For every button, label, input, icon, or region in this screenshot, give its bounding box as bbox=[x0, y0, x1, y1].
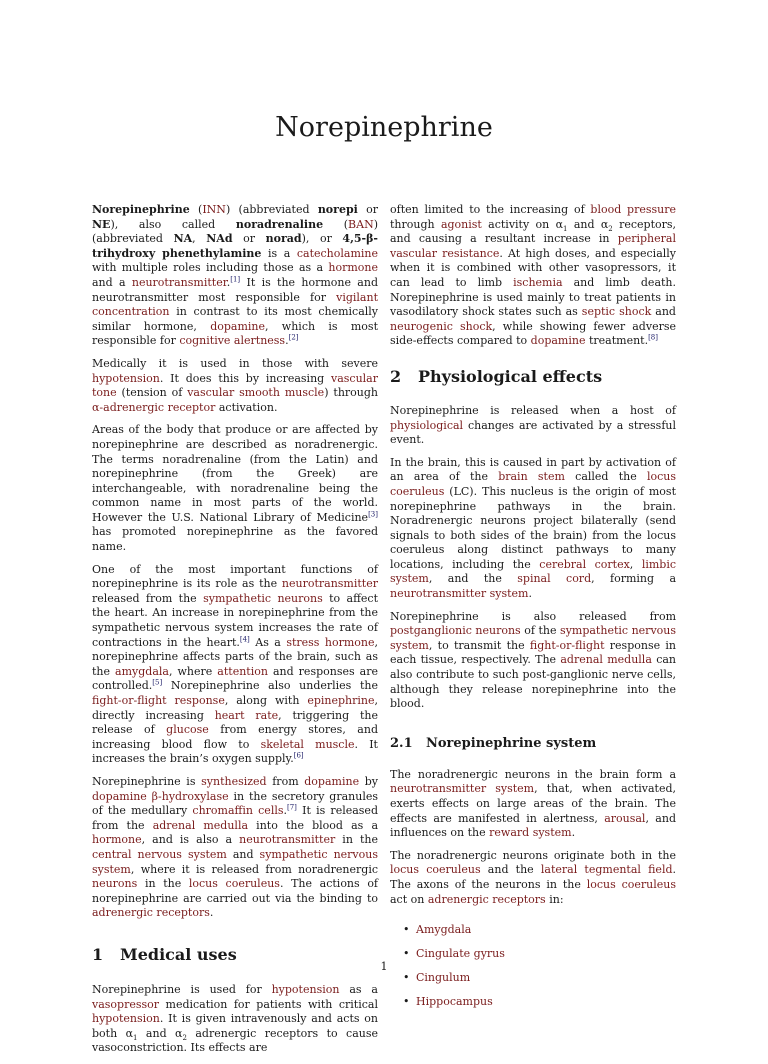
left-column bbox=[92, 203, 378, 1064]
link-neurons[interactable]: neurons bbox=[92, 877, 138, 891]
link-cingulum[interactable]: Cingulum bbox=[416, 971, 471, 985]
physiological-paragraph-2: In the brain, this is caused in part by activation of an area of the brain stem called the locus coeruleus (LC). This nucleus is the origin of most norepinephrine pathways in the brain. Noradrenergic neurons project bilaterally (send signals to both sides of the brain) from the locus coeruleus along distinct pathways to many locations, including the cerebral cortex, limbic system, and the spinal cord, forming a neurotransmitter system. bbox=[390, 455, 677, 601]
link-heart-rate[interactable]: heart rate bbox=[214, 708, 279, 722]
citation-3[interactable]: [3] bbox=[368, 510, 378, 519]
link-lateral-tegmental-field[interactable]: lateral tegmental field bbox=[540, 863, 673, 877]
link-adrenal-medulla-2[interactable]: adrenal medulla bbox=[560, 653, 652, 667]
link-ban[interactable]: BAN bbox=[348, 217, 374, 231]
synthesis-paragraph: Norepinephrine is synthesized from dopamine by dopamine β-hydroxylase in the secretory granules of the medullary chromaffin cells.[7] It is released from the adrenal medulla into the blood as a hormone, and is also a neurotransmitter in the central nervous system and sympathetic nervous system, where it is released from noradrenergic neurons in the locus coeruleus. The actions of norepinephrine are carried out via the binding to adrenergic receptors. bbox=[92, 774, 379, 920]
link-fight-or-flight[interactable]: fight-or-flight response bbox=[92, 694, 225, 707]
link-amygdala[interactable]: amygdala bbox=[115, 664, 169, 678]
link-dopamine-beta-hydroxylase[interactable]: dopamine β-hydroxylase bbox=[92, 789, 229, 803]
link-central-nervous-system[interactable]: central nervous system bbox=[92, 847, 227, 861]
link-dopamine[interactable]: dopamine bbox=[210, 319, 265, 333]
function-paragraph: One of the most important functions of norepinephrine is its role as the neurotransmitter released from the sympathetic neurons to affect the heart. An increase in norepinephrine from the sympathetic nervous system increases the rate of contractions in the heart.[4] As a stress hormone, norepinephrine affects parts of the brain, such as the amygdala, where attention and responses are controlled.[5] Norepinephrine also underlies the fight-or-flight response, along with epinephrine, directly increasing heart rate, triggering the release of glucose from energy stores, and increasing blood flow to skeletal muscle. It increases the brain’s oxygen supply.[6] bbox=[92, 562, 379, 766]
link-neurotransmitter-system[interactable]: neurotransmitter system bbox=[390, 587, 529, 601]
system-paragraph-2: The noradrenergic neurons originate both in the locus coeruleus and the lateral tegmental field. The axons of the neurons in the locus coeruleus act on adrenergic receptors in: bbox=[390, 848, 677, 906]
link-adrenergic-receptors-2[interactable]: adrenergic receptors bbox=[427, 892, 546, 906]
link-vasopressor[interactable]: vasopressor bbox=[92, 997, 160, 1011]
link-cognitive-alertness[interactable]: cognitive alertness bbox=[179, 334, 286, 348]
link-adrenal-medulla[interactable]: adrenal medulla bbox=[152, 818, 249, 832]
citation-6[interactable]: [6] bbox=[293, 751, 304, 760]
link-reward-system[interactable]: reward system bbox=[489, 826, 572, 840]
link-brain-stem[interactable]: brain stem bbox=[498, 470, 565, 484]
section-heading-physiological-effects: 2 Physiological effects bbox=[390, 366, 603, 386]
link-septic-shock[interactable]: septic shock bbox=[581, 305, 652, 319]
link-fight-or-flight-2[interactable]: fight-or-flight bbox=[529, 638, 605, 652]
link-agonist[interactable]: agonist bbox=[440, 217, 482, 231]
medical-paragraph: Medically it is used in those with severe hypotension. It does this by increasing vascular tone (tension of vascular smooth muscle) through α-adrenergic receptor activation. bbox=[92, 356, 378, 414]
physiological-paragraph-3: Norepinephrine is also released from postganglionic neurons of the sympathetic nervous system, to transmit the fight-or-flight response in each tissue, respectively. The adrenal medulla can also contribute to such post-ganglionic nerve cells, although they release norepinephrine into the blood. bbox=[390, 609, 677, 711]
link-postganglionic-neurons[interactable]: postganglionic neurons bbox=[390, 624, 521, 638]
page-title: Norepinephrine bbox=[275, 112, 493, 143]
link-dopamine-2[interactable]: dopamine bbox=[304, 774, 360, 788]
link-locus-coeruleus[interactable]: locus coeruleus bbox=[188, 877, 280, 891]
link-vigilant-concentration[interactable]: vigilant concentration bbox=[92, 290, 378, 319]
link-physiological[interactable]: physiological bbox=[390, 418, 464, 432]
link-inn[interactable]: INN bbox=[202, 203, 226, 216]
link-chromaffin-cells[interactable]: chromaffin cells bbox=[192, 804, 284, 818]
link-stress-hormone[interactable]: stress hormone bbox=[286, 635, 375, 649]
link-adrenergic-receptors[interactable]: adrenergic receptors bbox=[92, 906, 210, 920]
right-column bbox=[390, 203, 676, 1020]
link-sympathetic-nervous-system-2[interactable]: sympathetic nervous system bbox=[390, 624, 677, 652]
citation-4[interactable]: [4] bbox=[239, 634, 250, 643]
link-attention[interactable]: attention bbox=[217, 664, 268, 678]
link-hypotension[interactable]: hypotension bbox=[92, 371, 160, 385]
link-locus-coeruleus-3[interactable]: locus coeruleus bbox=[390, 863, 481, 877]
link-amygdala-item[interactable]: Amygdala bbox=[416, 923, 472, 937]
citation-8[interactable]: [8] bbox=[648, 333, 658, 342]
link-arousal[interactable]: arousal bbox=[604, 811, 646, 825]
link-dopamine-3[interactable]: dopamine bbox=[530, 334, 586, 348]
link-ischemia[interactable]: ischemia bbox=[513, 275, 563, 289]
link-spinal-cord[interactable]: spinal cord bbox=[517, 572, 592, 586]
link-cingulate-gyrus[interactable]: Cingulate gyrus bbox=[416, 947, 505, 961]
link-skeletal-muscle[interactable]: skeletal muscle bbox=[260, 737, 355, 751]
link-limbic-system[interactable]: limbic system bbox=[390, 557, 676, 586]
link-hypotension-3[interactable]: hypotension bbox=[92, 1012, 160, 1026]
medical-uses-continued: often limited to the increasing of blood pressure through agonist activity on $\alpha_1$ and $\alpha_2$ receptors, and causing a resultant increase in peripheral vascular resistance. At high doses, and especially when it is combined with other vasopressors, it can lead to limb ischemia and limb death. Norepinephrine is used mainly to treat patients in vasodilatory shock states such as septic shock and neurogenic shock, while showing fewer adverse side-effects compared to dopamine treatment.[8] bbox=[390, 203, 677, 348]
link-locus-coeruleus-2[interactable]: locus coeruleus bbox=[390, 470, 676, 498]
link-hormone[interactable]: hormone bbox=[328, 261, 378, 275]
library-name: U.S. National Library of Medicine bbox=[171, 510, 369, 524]
list-item bbox=[403, 995, 676, 1010]
link-cerebral-cortex[interactable]: cerebral cortex bbox=[539, 557, 630, 571]
link-neurotransmitter-2[interactable]: neurotransmitter bbox=[281, 577, 378, 591]
link-hormone-2[interactable]: hormone bbox=[92, 833, 142, 847]
section-heading-medical-uses: 1 Medical uses bbox=[92, 944, 237, 964]
medical-uses-paragraph: Norepinephrine is used for hypotension as a vasopressor medication for patients with critical hypotension. It is given intravenously and acts on both $\alpha_1$ and $\alpha_2$ adrenergic receptors to cause vasoconstriction. Its effects are bbox=[92, 982, 379, 1055]
link-synthesized[interactable]: synthesized bbox=[201, 774, 267, 788]
link-neurotransmitter-3[interactable]: neurotransmitter bbox=[239, 833, 336, 847]
link-vascular-smooth-muscle[interactable]: vascular smooth muscle bbox=[187, 386, 325, 400]
link-alpha-adrenergic-receptor[interactable]: α-adrenergic receptor bbox=[92, 400, 216, 414]
subsection-heading-norepinephrine-system: 2.1 Norepinephrine system bbox=[390, 735, 597, 751]
link-vascular-tone[interactable]: vascular tone bbox=[92, 371, 378, 400]
citation-5[interactable]: [5] bbox=[152, 678, 163, 687]
terminology-paragraph: Areas of the body that produce or are affected by norepinephrine are described as noradrenergic. The terms noradrenaline (from the Latin) and norepinephrine (from the Greek) are interchangeable, with noradrenaline being the common name in most parts of the world. However the U.S. National Library of Medicine[3] has promoted norepinephrine as the favored name. bbox=[92, 423, 378, 554]
page-number: 1 bbox=[380, 960, 388, 973]
link-locus-coeruleus-4[interactable]: locus coeruleus bbox=[586, 877, 677, 891]
link-blood-pressure[interactable]: blood pressure bbox=[590, 203, 676, 216]
link-hippocampus[interactable]: Hippocampus bbox=[416, 995, 493, 1009]
citation-1[interactable]: [1] bbox=[230, 275, 241, 284]
link-neurotransmitter-system-2[interactable]: neurotransmitter system bbox=[390, 782, 535, 796]
link-hypotension-2[interactable]: hypotension bbox=[271, 982, 340, 996]
citation-2[interactable]: [2] bbox=[288, 333, 299, 342]
link-catecholamine[interactable]: catecholamine bbox=[296, 246, 378, 260]
list-item bbox=[403, 923, 676, 938]
link-epinephrine[interactable]: epinephrine bbox=[307, 694, 375, 707]
physiological-paragraph-1: Norepinephrine is released when a host of physiological changes are activated by a stressful event. bbox=[390, 403, 676, 447]
intro-paragraph: Norepinephrine (INN) (abbreviated norepi or NE), also called noradrenaline (BAN) (abbreviated NA, NAd or norad), or 4,5-β-trihydroxy phenethylamine is a catecholamine with multiple roles including those as a hormone and a neurotransmitter.[1] It is the hormone and neurotransmitter most responsible for vigilant concentration in contrast to its most chemically similar hormone, dopamine, which is most responsible for cognitive alertness.[2] bbox=[92, 203, 378, 348]
link-sympathetic-neurons[interactable]: sympathetic neurons bbox=[203, 591, 323, 605]
link-peripheral-vascular-resistance[interactable]: peripheral vascular resistance bbox=[390, 232, 676, 260]
link-sympathetic-nervous-system[interactable]: sympathetic nervous system bbox=[92, 847, 378, 876]
link-neurotransmitter[interactable]: neurotransmitter bbox=[131, 275, 227, 289]
link-neurogenic-shock[interactable]: neurogenic shock bbox=[390, 319, 493, 333]
citation-7[interactable]: [7] bbox=[287, 803, 297, 812]
system-paragraph-1: The noradrenergic neurons in the brain form a neurotransmitter system, that, when activated, exerts effects on large areas of the brain. The effects are manifested in alertness, arousal, and influences on the reward system. bbox=[390, 767, 676, 840]
link-glucose[interactable]: glucose bbox=[166, 723, 209, 737]
